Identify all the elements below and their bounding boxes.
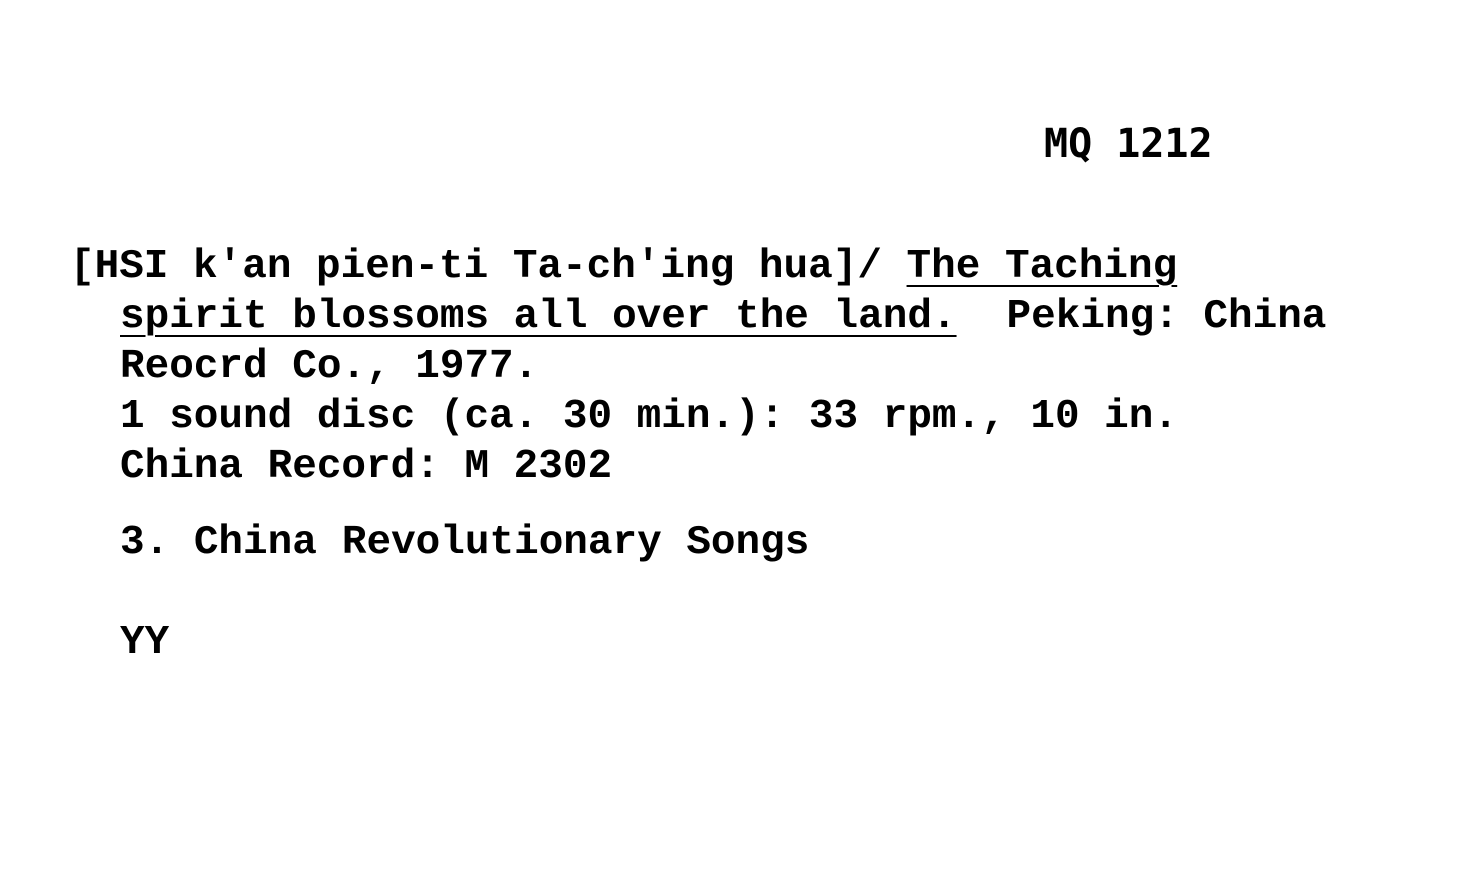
english-title-part-1: The Taching bbox=[906, 244, 1178, 290]
title-line-2 bbox=[120, 292, 1326, 342]
subject-topic: Revolutionary Songs bbox=[341, 520, 810, 566]
physical-description: 1 sound disc (ca. 30 min.): 33 rpm., 10 in. bbox=[120, 394, 1178, 440]
label-number: China Record: M 2302 bbox=[120, 444, 613, 490]
romanized-title: [HSI k'an pien-ti Ta-ch'ing hua]/ bbox=[70, 244, 882, 290]
subject-china: China bbox=[193, 520, 317, 566]
english-title-part-2: spirit blossoms all over the land. bbox=[120, 294, 957, 340]
title-line-1 bbox=[70, 242, 1177, 292]
publisher-place: Peking: China bbox=[1006, 294, 1327, 340]
cataloger-initials: YY bbox=[120, 620, 170, 666]
call-number: MQ 1212 bbox=[1044, 121, 1213, 167]
subject-number: 3. bbox=[120, 520, 170, 566]
publisher-line: Reocrd Co., 1977. bbox=[120, 344, 539, 390]
subject-heading bbox=[120, 518, 809, 568]
